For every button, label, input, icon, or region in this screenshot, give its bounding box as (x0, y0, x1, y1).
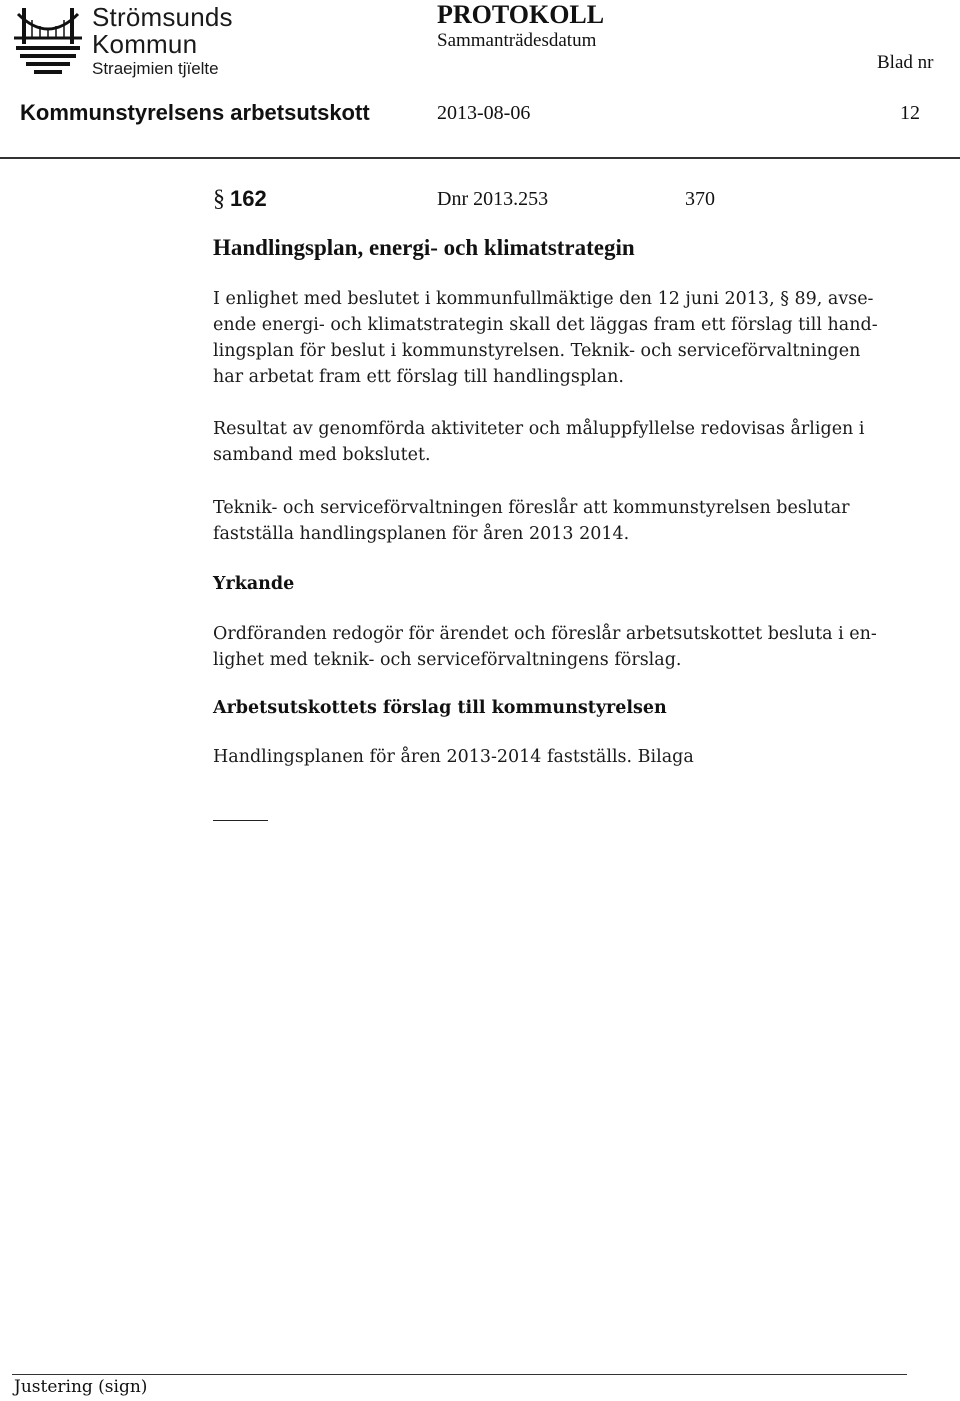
proposal-heading: Arbetsutskottets förslag till kommunstyrelsen (213, 698, 667, 718)
yrkande-heading: Yrkande (213, 574, 295, 594)
committee-name: Kommunstyrelsens arbetsutskott (20, 100, 370, 125)
logo-line-3: Straejmien tjïelte (92, 59, 219, 78)
paragraph-yrkande (213, 621, 913, 673)
paragraph-decision (213, 744, 913, 770)
text-line: lighet med teknik- och serviceförvaltningens förslag. (213, 650, 682, 670)
section-end-rule (213, 820, 268, 821)
document-type-title: PROTOKOLL (437, 0, 605, 29)
justering-label: Justering (sign) (14, 1377, 148, 1397)
paragraph-results (213, 416, 913, 468)
page-number: 12 (900, 102, 920, 124)
diary-number: Dnr 2013.253 (437, 188, 549, 210)
paragraph-proposal (213, 495, 913, 547)
text-line: samband med bokslutet. (213, 445, 431, 465)
text-line: fastställa handlingsplanen för åren 2013 2014. (213, 524, 630, 544)
text-line: Ordföranden redogör för ärendet och föreslår arbetsutskottet besluta i en- (213, 624, 877, 644)
logo-line-1: Strömsunds (92, 2, 233, 32)
paragraph-background (213, 286, 913, 390)
municipality-logo (14, 2, 244, 80)
bridge-emblem-icon (14, 4, 82, 78)
item-title: Handlingsplan, energi- och klimatstrategin (213, 235, 635, 260)
text-line: Teknik- och serviceförvaltningen föreslår att kommunstyrelsen beslutar (213, 498, 850, 518)
footer-divider (12, 1374, 907, 1375)
text-line: Resultat av genomförda aktiviteter och måluppfyllelse redovisas årligen i (213, 419, 865, 439)
case-code: 370 (685, 188, 715, 210)
page-number-label: Blad nr (877, 52, 934, 73)
meeting-date-label: Sammanträdesdatum (437, 30, 597, 51)
text-line: har arbetat fram ett förslag till handlingsplan. (213, 367, 624, 387)
header-divider (0, 157, 960, 159)
paragraph-symbol: § (213, 186, 225, 212)
meeting-date: 2013-08-06 (437, 102, 531, 124)
paragraph-number: 162 (230, 186, 267, 211)
text-line: ende energi- och klimatstrategin skall det läggas fram ett förslag till hand- (213, 315, 878, 335)
text-line: Handlingsplanen för åren 2013-2014 fastställs. Bilaga (213, 747, 694, 767)
logo-line-2: Kommun (92, 29, 198, 59)
text-line: I enlighet med beslutet i kommunfullmäktige den 12 juni 2013, § 89, avse- (213, 289, 874, 309)
text-line: lingsplan för beslut i kommunstyrelsen. Teknik- och serviceförvaltningen (213, 341, 861, 361)
